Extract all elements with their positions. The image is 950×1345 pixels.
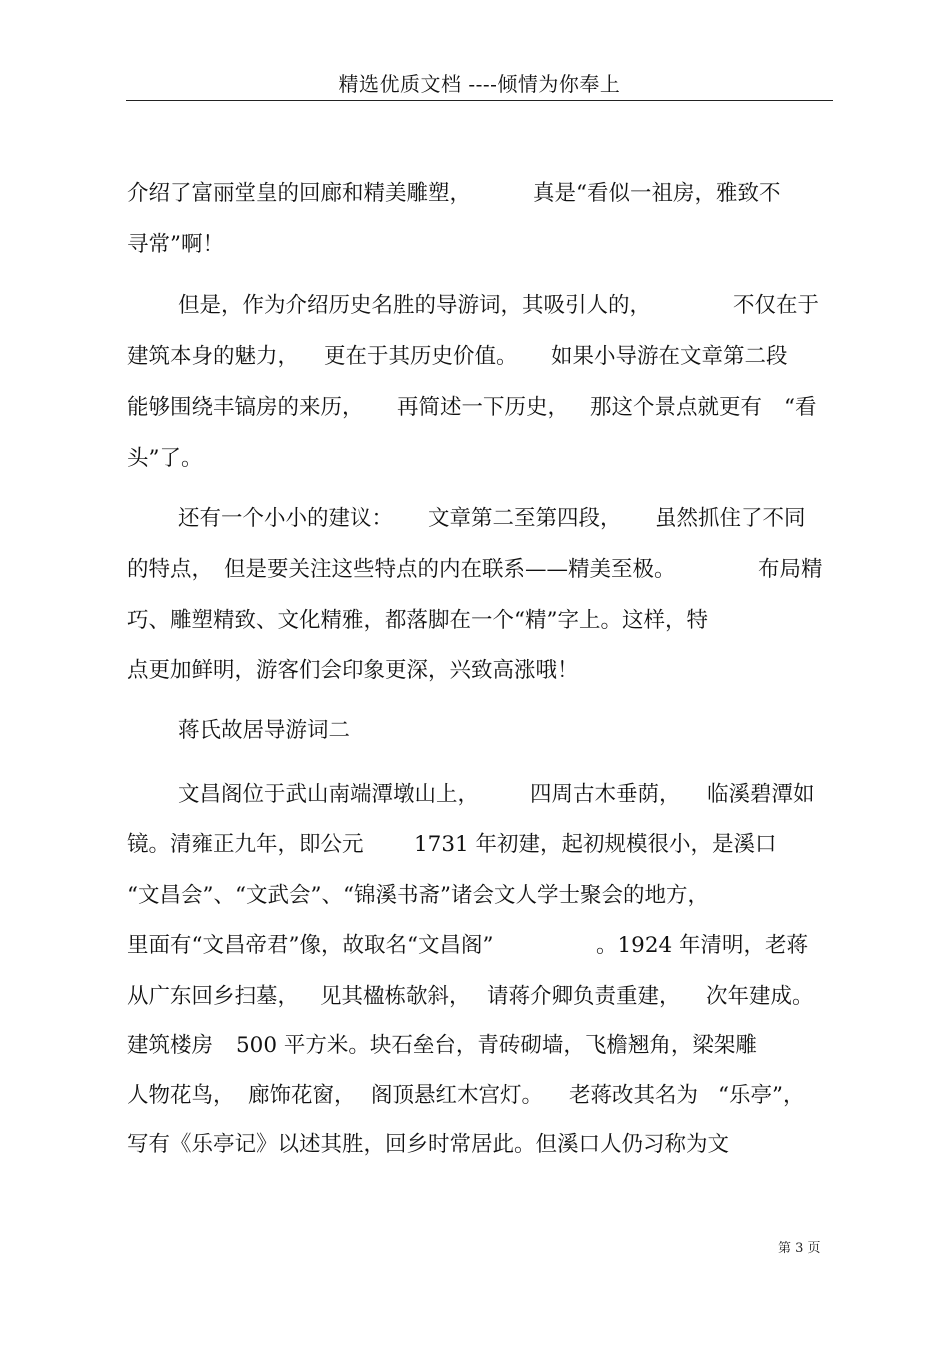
- text-line: [0, 392, 950, 424]
- section-heading: [0, 715, 950, 747]
- text-line: [0, 229, 950, 261]
- text-segment: 布局精: [758, 557, 823, 582]
- text-segment: 人物花鸟，: [127, 1083, 235, 1108]
- text-segment: “看: [784, 395, 817, 420]
- text-line: [0, 605, 950, 637]
- text-segment: 写有《乐亭记》以述其胜，回乡时常居此。但溪口人仍习称为文: [127, 1132, 730, 1157]
- text-line: [0, 779, 950, 811]
- page-header-title: 精选优质文档 ----倾情为你奉上: [338, 72, 621, 96]
- text-segment: 但是，作为介绍历史名胜的导游词，其吸引人的，: [178, 293, 652, 318]
- text-segment: 廊饰花窗，: [248, 1083, 356, 1108]
- text-segment: 500 平方米。块石垒台，青砖砌墙，飞檐翘角，梁架雕: [236, 1033, 757, 1058]
- text-line: [0, 290, 950, 322]
- text-segment: 更在于其历史价值。: [324, 344, 518, 369]
- page-number: 第 3 页: [778, 1241, 821, 1256]
- text-segment: 蒋氏故居导游词二: [178, 718, 351, 743]
- text-segment: 建筑楼房: [127, 1033, 214, 1058]
- text-segment: 巧、雕塑精致、文化精雅，都落脚在一个“精”字上。这样，特: [127, 608, 708, 633]
- text-segment: 次年建成。: [706, 984, 814, 1009]
- text-segment: “乐亭”，: [718, 1083, 805, 1108]
- text-line: [0, 341, 950, 373]
- text-segment: 头”了。: [127, 446, 203, 471]
- text-segment: 镜。清雍正九年，即公元: [127, 832, 364, 857]
- text-segment: 能够围绕丰镐房的来历，: [127, 395, 364, 420]
- text-line: [0, 178, 950, 210]
- text-segment: 文昌阁位于武山南端潭墩山上，: [178, 782, 480, 807]
- text-segment: 再简述一下历史，: [397, 395, 570, 420]
- text-segment: 点更加鲜明，游客们会印象更深，兴致高涨哦！: [127, 658, 579, 683]
- text-line: [0, 1080, 950, 1112]
- text-segment: 那这个景点就更有: [590, 395, 763, 420]
- text-segment: 请蒋介卿负责重建，: [487, 984, 681, 1009]
- text-segment: 1731 年初建，起初规模很小，是溪口: [414, 832, 777, 857]
- text-segment: 阁顶悬红木宫灯。: [371, 1083, 544, 1108]
- text-line: [0, 554, 950, 586]
- text-line: [0, 880, 950, 912]
- text-segment: 文章第二至第四段，: [428, 506, 622, 531]
- text-segment: 寻常”啊！: [127, 232, 224, 257]
- text-segment: 真是“看似一祖房，雅致不: [533, 181, 781, 206]
- text-segment: 不仅在于: [733, 293, 820, 318]
- text-segment: 四周古木垂荫，: [530, 782, 681, 807]
- text-segment: 还有一个小小的建议：: [178, 506, 394, 531]
- text-segment: 如果小导游在文章第二段: [551, 344, 788, 369]
- text-segment: 但是要关注这些特点的内在联系——精美至极。: [224, 557, 676, 582]
- text-line: [0, 829, 950, 861]
- text-segment: 介绍了富丽堂皇的回廊和精美雕塑，: [127, 181, 472, 206]
- text-segment: 虽然抓住了不同: [655, 506, 806, 531]
- text-line: [0, 503, 950, 535]
- text-segment: 。1924 年清明，老蒋: [596, 933, 809, 958]
- text-line: [0, 1129, 950, 1161]
- text-segment: 临溪碧潭如: [707, 782, 815, 807]
- header-divider: [126, 100, 833, 101]
- text-line: [0, 930, 950, 962]
- text-line: [0, 981, 950, 1013]
- text-segment: 里面有“文昌帝君”像，故取名“文昌阁”: [127, 933, 494, 958]
- text-line: [0, 443, 950, 475]
- text-segment: 建筑本身的魅力，: [127, 344, 300, 369]
- text-segment: 见其楹栋欹斜，: [320, 984, 471, 1009]
- text-segment: 的特点，: [127, 557, 214, 582]
- text-segment: “文昌会”、“文武会”、“锦溪书斋”诸会文人学士聚会的地方，: [127, 883, 709, 908]
- text-segment: 老蒋改其名为: [569, 1083, 699, 1108]
- text-line: [0, 1030, 950, 1062]
- text-line: [0, 655, 950, 687]
- text-segment: 从广东回乡扫墓，: [127, 984, 300, 1009]
